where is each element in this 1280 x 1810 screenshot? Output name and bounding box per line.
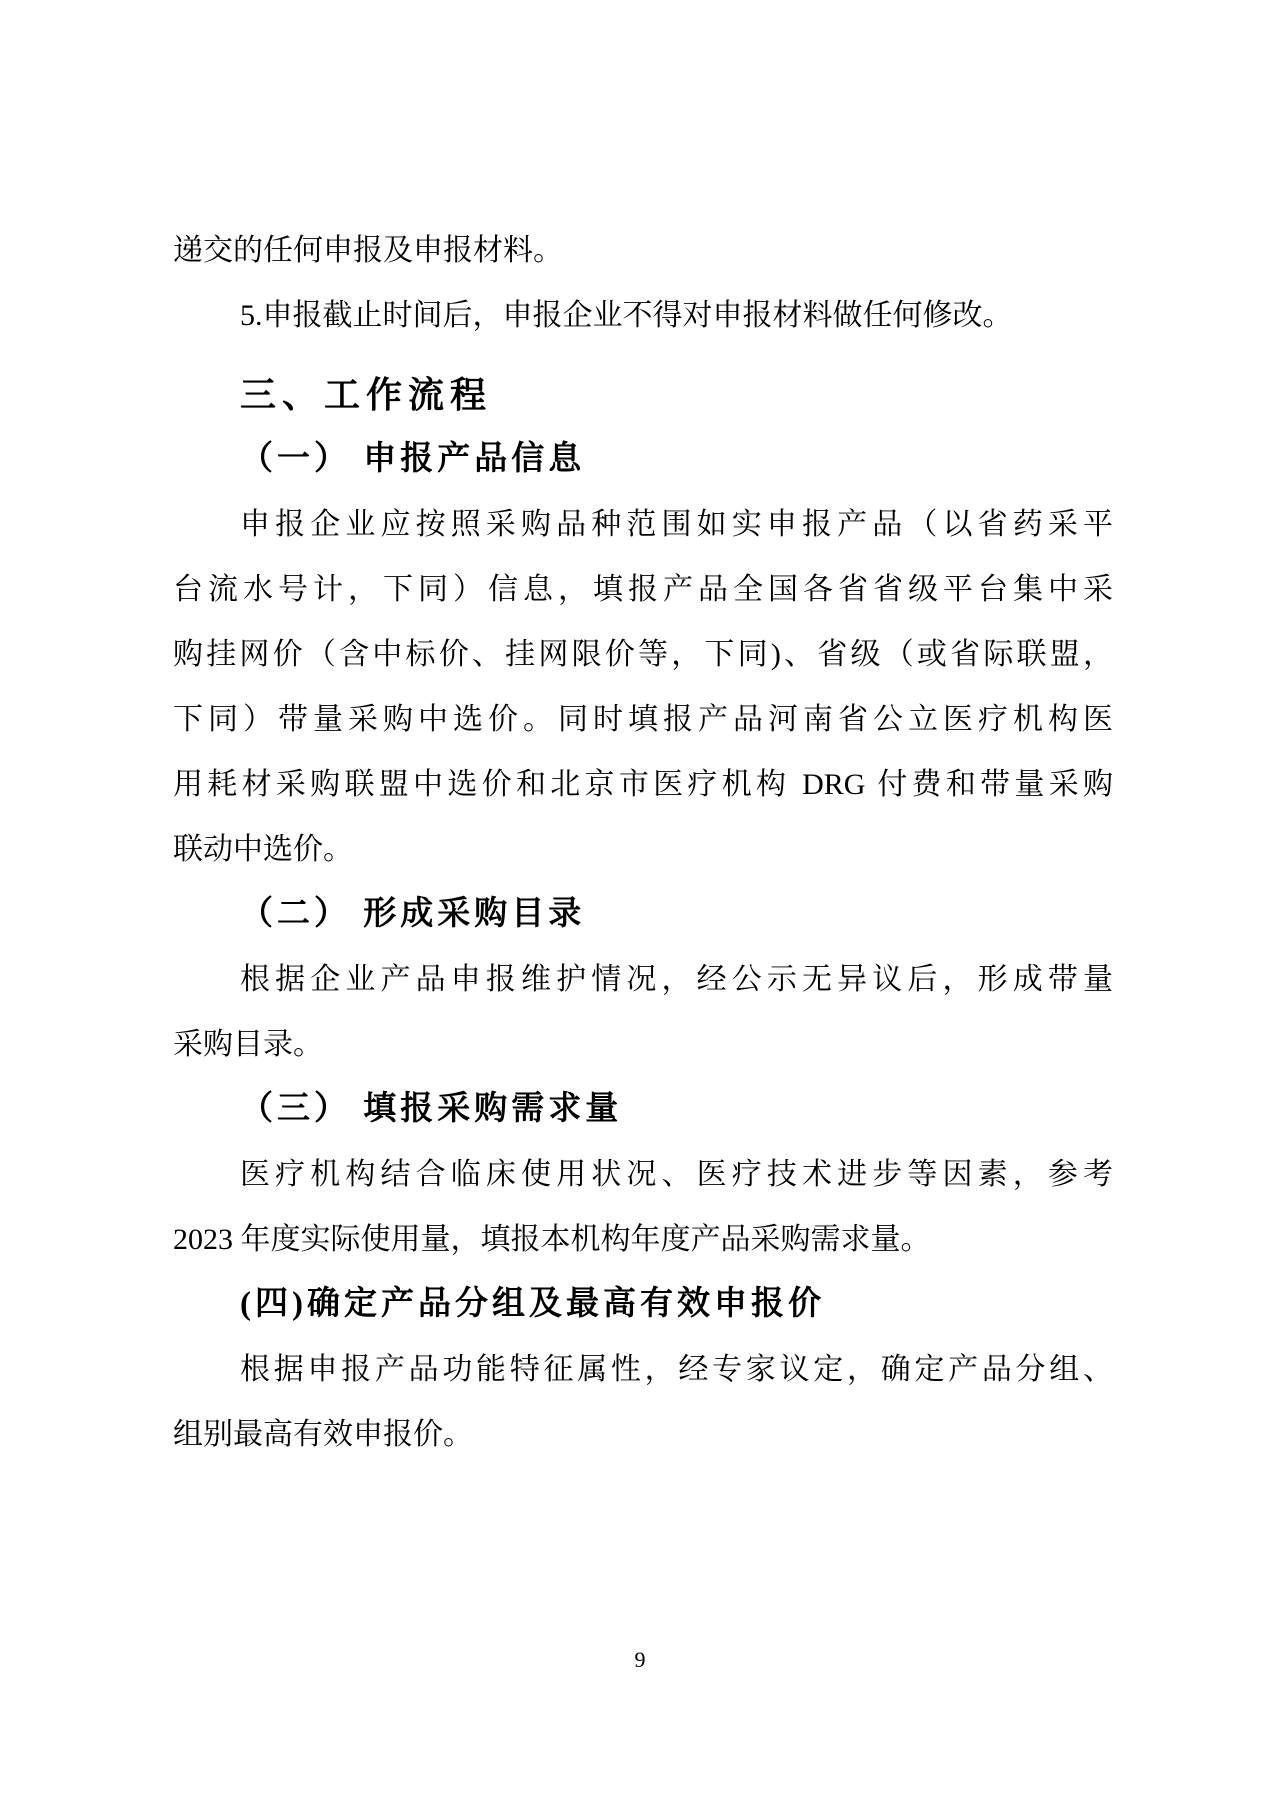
document-body — [173, 218, 1113, 1467]
paragraph-line: 采购目录。 — [173, 1028, 323, 1061]
subsection-heading: (四)确定产品分组及最高有效申报价 — [240, 1286, 825, 1322]
paragraph-line: 医疗机构结合临床使用状况、医疗技术进步等因素，参考 — [240, 1158, 1113, 1191]
paragraph-line: 下同）带量采购中选价。同时填报产品河南省公立医疗机构医 — [173, 703, 1113, 736]
paragraph-line: 台流水号计，下同）信息，填报产品全国各省省级平台集中采 — [173, 573, 1113, 606]
paragraph-line: 申报企业应按照采购品种范围如实申报产品（以省药采平 — [240, 508, 1113, 541]
paragraph-line: 递交的任何申报及申报材料。 — [173, 234, 563, 267]
paragraph-line: 联动中选价。 — [173, 833, 353, 866]
paragraph-line: 根据申报产品功能特征属性，经专家议定，确定产品分组、 — [240, 1353, 1113, 1386]
section-heading: 三、工作流程 — [240, 374, 493, 415]
paragraph-line: 根据企业产品申报维护情况，经公示无异议后，形成带量 — [240, 963, 1113, 996]
page-number: 9 — [634, 1647, 646, 1672]
paragraph-line: 5.申报截止时间后，申报企业不得对申报材料做任何修改。 — [240, 299, 1013, 332]
paragraph-line: 组别最高有效申报价。 — [173, 1418, 473, 1451]
paragraph-line: 用耗材采购联盟中选价和北京市医疗机构 DRG 付费和带量采购 — [173, 768, 1113, 801]
subsection-heading: （三） 填报采购需求量 — [240, 1091, 623, 1127]
paragraph-line: 购挂网价（含中标价、挂网限价等，下同)、省级（或省际联盟， — [173, 638, 1113, 671]
subsection-heading: （一） 申报产品信息 — [240, 441, 586, 477]
subsection-heading: （二） 形成采购目录 — [240, 896, 586, 932]
paragraph-line: 2023 年度实际使用量，填报本机构年度产品采购需求量。 — [173, 1223, 931, 1256]
